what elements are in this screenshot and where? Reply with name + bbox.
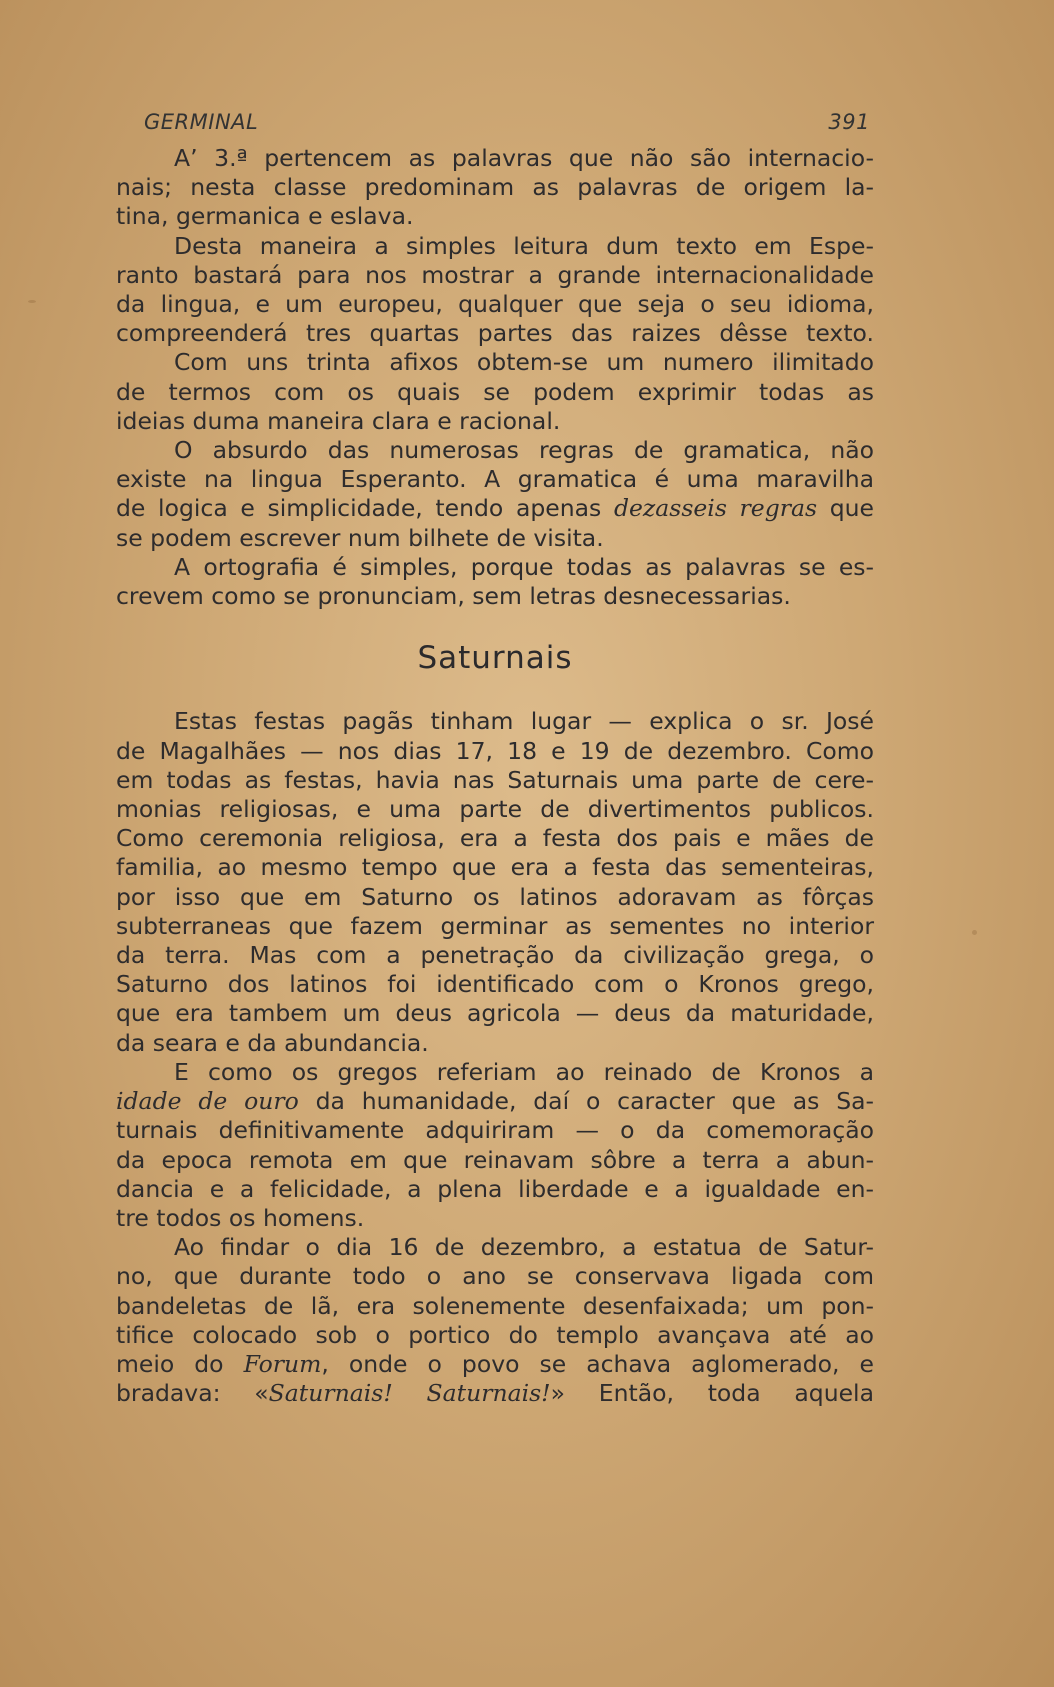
text-line: nais; nesta classe predominam as palavras de origem la-	[116, 173, 874, 202]
text-line: Estas festas pagãs tinham lugar — explica o sr. José	[174, 707, 874, 736]
text-line: da seara e da abundancia.	[116, 1028, 429, 1057]
text-line	[116, 1087, 874, 1116]
paragraph	[116, 707, 874, 824]
text-line	[116, 1350, 874, 1379]
text-line: A’ 3.ª pertencem as palavras que não são internacio-	[174, 144, 874, 172]
text-line: Como ceremonia religiosa, era a festa dos pais e mães de	[116, 824, 874, 853]
text-run: meio do	[116, 1349, 244, 1378]
text-line	[116, 494, 874, 523]
text-line: O absurdo das numerosas regras de gramatica, não	[174, 436, 874, 465]
text-line: que era tambem um deus agricola — deus da maturidade,	[116, 999, 874, 1028]
text-line: E como os gregos referiam ao reinado de Kronos a	[174, 1057, 874, 1086]
text-line: tre todos os homens.	[116, 1203, 365, 1232]
text-line: Ao findar o dia 16 de dezembro, a estatua de Satur-	[174, 1233, 874, 1262]
text-line: da terra. Mas com a penetração da civilização grega, o	[116, 941, 874, 970]
text-line	[116, 1379, 874, 1408]
text-run: de logica e simplicidade, tendo apenas	[116, 494, 614, 523]
text-line: crevem como se pronunciam, sem letras desnecessarias.	[116, 582, 791, 611]
text-run: » Então, toda aquela	[550, 1379, 874, 1408]
paragraph	[116, 436, 874, 553]
text-line: Desta maneira a simples leitura dum texto em Espe-	[174, 231, 874, 260]
text-line: tifice colocado sob o portico do templo avançava até ao	[116, 1320, 874, 1349]
paper-blemish	[972, 930, 977, 935]
italic-text: idade de ouro	[116, 1087, 299, 1116]
paper-blemish	[28, 300, 36, 303]
text-line: bandeletas de lã, era solenemente desenfaixada; um pon-	[116, 1291, 874, 1320]
italic-text: Saturnais! Saturnais!	[268, 1379, 551, 1408]
paragraph	[116, 1058, 874, 1233]
text-line: em todas as festas, havia nas Saturnais uma parte de cere-	[116, 765, 874, 794]
text-line: ideias duma maneira clara e racional.	[116, 406, 561, 435]
paragraph	[116, 232, 874, 349]
paragraph	[116, 144, 874, 232]
text-line: por isso que em Saturno os latinos adoravam as fôrças	[116, 882, 874, 911]
text-line: familia, ao mesmo tempo que era a festa das sementeiras,	[116, 853, 874, 882]
page-body	[116, 144, 874, 1408]
text-line: se podem escrever num bilhete de visita.	[116, 523, 604, 552]
text-line: ranto bastará para nos mostrar a grande internacionalidade	[116, 260, 874, 289]
text-run: bradava: «	[116, 1379, 269, 1408]
text-line: A ortografia é simples, porque todas as palavras se es-	[174, 552, 874, 581]
paragraph	[116, 553, 874, 611]
text-line: de Magalhães — nos dias 17, 18 e 19 de dezembro. Como	[116, 736, 874, 765]
text-run: que	[817, 494, 874, 523]
section-title: Saturnais	[417, 640, 573, 677]
text-line: de termos com os quais se podem exprimir todas as	[116, 377, 874, 406]
text-line: Com uns trinta afixos obtem-se um numero ilimitado	[174, 348, 874, 377]
paragraph	[116, 1233, 874, 1408]
text-line: da lingua, e um europeu, qualquer que seja o seu idioma,	[116, 290, 874, 319]
text-line: dancia e a felicidade, a plena liberdade e a igualdade en-	[116, 1174, 874, 1203]
text-line: no, que durante todo o ano se conservava ligada com	[116, 1262, 874, 1291]
text-line: subterraneas que fazem germinar as sementes no interior	[116, 911, 874, 940]
text-line: tina, germanica e eslava.	[116, 202, 414, 231]
page-number: 391	[828, 110, 870, 134]
paragraph	[116, 824, 874, 1058]
text-line: Saturno dos latinos foi identificado com o Kronos grego,	[116, 970, 874, 999]
text-line: turnais definitivamente adquiriram — o da comemoração	[116, 1116, 874, 1145]
running-title: GERMINAL	[144, 110, 259, 134]
running-header	[116, 110, 874, 144]
book-page	[116, 110, 874, 1408]
text-line: da epoca remota em que reinavam sôbre a terra a abun-	[116, 1145, 874, 1174]
italic-text: dezasseis regras	[613, 494, 818, 523]
paragraph	[116, 348, 874, 436]
text-run: , onde o povo se achava aglomerado, e	[321, 1349, 874, 1378]
text-line: compreenderá tres quartas partes das raizes dêsse texto.	[116, 319, 874, 348]
text-run: da humanidade, daí o caracter que as Sa-	[298, 1087, 874, 1116]
text-line: existe na lingua Esperanto. A gramatica é uma maravilha	[116, 465, 874, 494]
text-line: monias religiosas, e uma parte de divertimentos publicos.	[116, 795, 874, 824]
italic-text: Forum	[243, 1349, 322, 1378]
